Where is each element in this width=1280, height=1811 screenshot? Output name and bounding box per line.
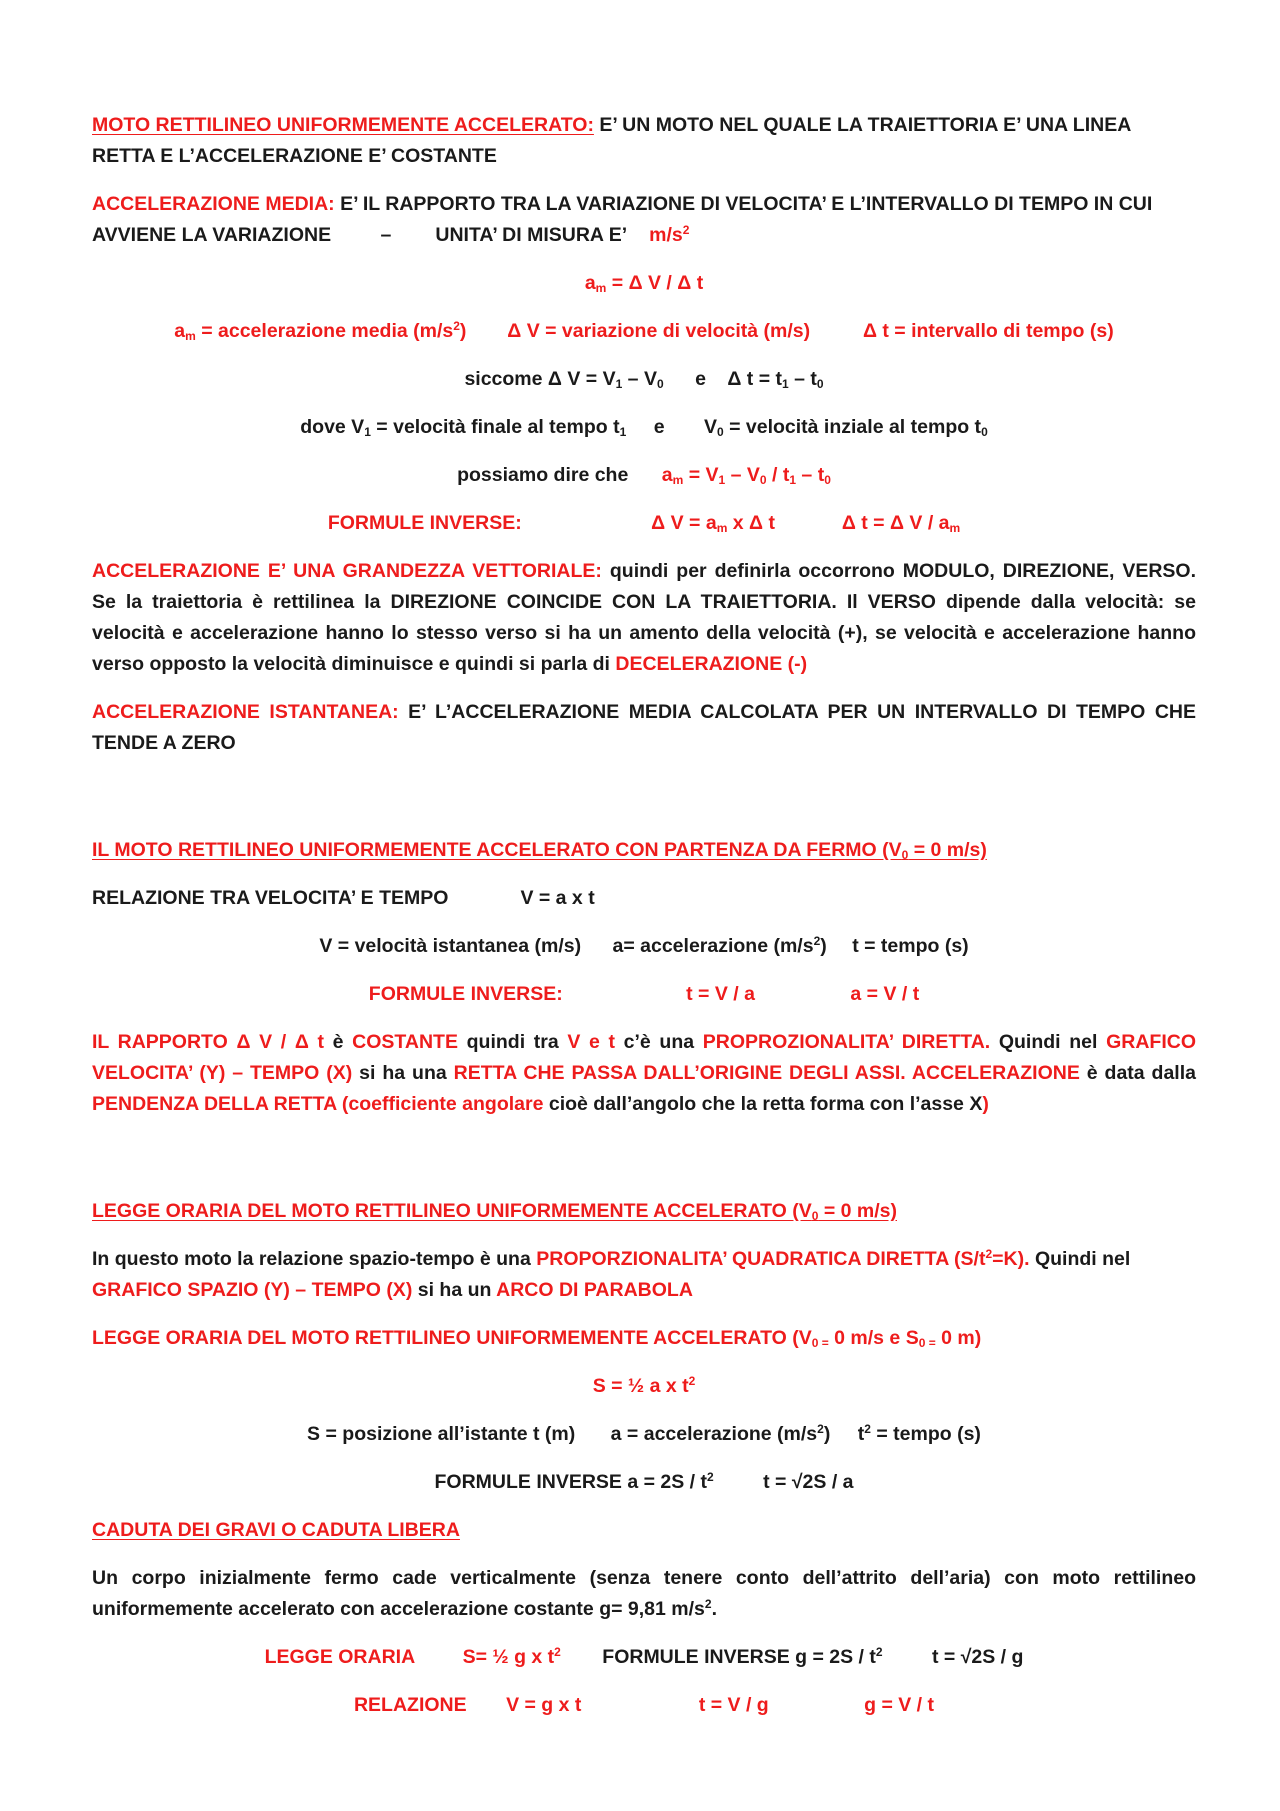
say-line: possiamo dire che $a_m = V_1 - V_0 / t_1 - t_0$	[457, 464, 831, 487]
definition-accelerazione-media	[92, 189, 1196, 251]
section-heading-partenza-da-fermo: IL MOTO RETTILINEO UNIFORMEMENTE ACCELERATO CON PARTENZA DA FERMO ($V_0 = 0$ m/s)	[92, 839, 987, 862]
formula-legge-oraria: S = ½ a x $t^2$	[592, 1374, 696, 1397]
relation-velocita-tempo: RELAZIONE TRA VELOCITA’ E TEMPO V = a x t	[92, 887, 595, 909]
since-line: siccome Δ $V = V_1 - V_0$ e Δ $t = t_1 - t_0$	[464, 368, 824, 391]
section-heading: ACCELERAZIONE MEDIA:	[92, 193, 335, 215]
legend-am: $a_m$ = accelerazione media $(m/s^2)$	[174, 319, 467, 343]
section-heading: ACCELERAZIONE E’ UNA GRANDEZZA VETTORIALE:	[92, 560, 602, 582]
definition-accelerazione-istantanea: ACCELERAZIONE ISTANTANEA: E’ L’ACCELERAZIONE MEDIA CALCOLATA PER UN INTERVALLO DI TEMPO CHE TENDE A ZERO	[92, 701, 1196, 754]
formula-legend	[92, 316, 1196, 347]
legend-dt: Δ t = intervallo di tempo (s)	[862, 320, 1114, 342]
inverse-formulas-accelerazione: FORMULE INVERSE: Δ $V = a_m$ x Δ t Δ t = Δ V / $a_m$	[327, 512, 961, 535]
caduta-legge-oraria: LEGGE ORARIA S= ½ g x $t^2$ FORMULE INVERSE $g = 2S / t^2$ t = √2S / g	[264, 1645, 1024, 1668]
legge-oraria-general: LEGGE ORARIA DEL MOTO RETTILINEO UNIFORMEMENTE ACCELERATO ($V_{0 =}$ 0 m/s e $S_{0 =}$ 0 m)	[92, 1327, 982, 1350]
formula-accelerazione-media: $a_m = \Delta$ V / Δ t	[584, 272, 704, 295]
paragraph-caduta-libera: Un corpo inizialmente fermo cade verticalmente (senza tenere conto dell’attrito dell’aria) con moto rettilineo uniformemente accelerato con accelerazione costante g= 9,81 $m/s^2$.	[92, 1567, 1196, 1620]
section-heading: MOTO RETTILINEO UNIFORMEMENTE ACCELERATO:	[92, 114, 594, 136]
relation-legend: V = velocità istantanea (m/s) a= accelerazione $(m/s^2) t$ = tempo (s)	[319, 934, 969, 957]
caduta-relazione: RELAZIONE V = g x t t = V / g g = V / t	[353, 1694, 935, 1716]
section-heading-caduta-libera: CADUTA DEI GRAVI O CADUTA LIBERA	[92, 1519, 460, 1541]
definition-text: E’ IL RAPPORTO TRA LA VARIAZIONE DI VELOCITA’ E L’INTERVALLO DI TEMPO IN CUI AVVIENE LA VARIAZIONE	[92, 193, 1153, 246]
section-heading: ACCELERAZIONE ISTANTANEA:	[92, 701, 399, 723]
paragraph-proporzionalita-diretta: IL RAPPORTO Δ V / Δ t è COSTANTE quindi tra V e t c’è una PROPROZIONALITA’ DIRETTA. Quindi nel GRAFICO VELOCITA’ (Y) – TEMPO (X) si ha una RETTA CHE PASSA DALL’ORIGINE DEGLI ASSI. ACCELERAZIONE è data dalla PENDENZA DELLA RETTA (coefficiente angolare cioè dall’angolo che la retta forma con l’asse X)	[92, 1031, 1196, 1115]
inverse-formulas-legge-oraria: FORMULE INVERSE $a = 2S / t^2$ t = √2S / a	[434, 1470, 854, 1493]
unit-value: $m/s^2$	[649, 223, 690, 246]
section-heading-legge-oraria: LEGGE ORARIA DEL MOTO RETTILINEO UNIFORMEMENTE ACCELERATO ($V_0 = 0$ m/s)	[92, 1200, 897, 1223]
inverse-formulas-velocita: FORMULE INVERSE: t = V / a a = V / t	[368, 983, 920, 1005]
paragraph-proporzionalita-quadratica: In questo moto la relazione spazio-tempo è una PROPORZIONALITA’ QUADRATICA DIRETTA $(S/t^2=K)$. Quindi nel GRAFICO SPAZIO (Y) – TEMPO (X) si ha un ARCO DI PARABOLA	[92, 1247, 1131, 1301]
legge-oraria-legend: S = posizione all’istante t (m) a = accelerazione $(m/s^2) t^2$ = tempo (s)	[307, 1422, 981, 1445]
unit-label: UNITA’ DI MISURA E’	[435, 224, 628, 246]
legend-dv: Δ V = variazione di velocità (m/s)	[507, 320, 811, 342]
definition-moto-uniformemente-accelerato	[92, 110, 1196, 172]
definition-text: E’ UN MOTO NEL QUALE LA TRAIETTORIA E’ UNA LINEA RETTA E L’ACCELERAZIONE E’ COSTANTE	[92, 114, 1131, 167]
dash: –	[380, 224, 392, 246]
where-line: dove $V_1$ = velocità finale al tempo $t_1$ e $V_0$ = velocità inziale al tempo $t_0$	[300, 416, 988, 439]
definition-grandezza-vettoriale: ACCELERAZIONE E’ UNA GRANDEZZA VETTORIALE: quindi per definirla occorrono MODULO, DIREZIONE, VERSO. Se la traiettoria è rettilinea la DIREZIONE COINCIDE CON LA TRAIETTORIA. Il VERSO dipende dalla velocità: se velocità e accelerazione hanno lo stesso verso si ha un amento della velocità (+), se velocità e accelerazione hanno verso opposto la velocità diminuisce e quindi si parla di DECELERAZIONE (-)	[92, 560, 1197, 675]
